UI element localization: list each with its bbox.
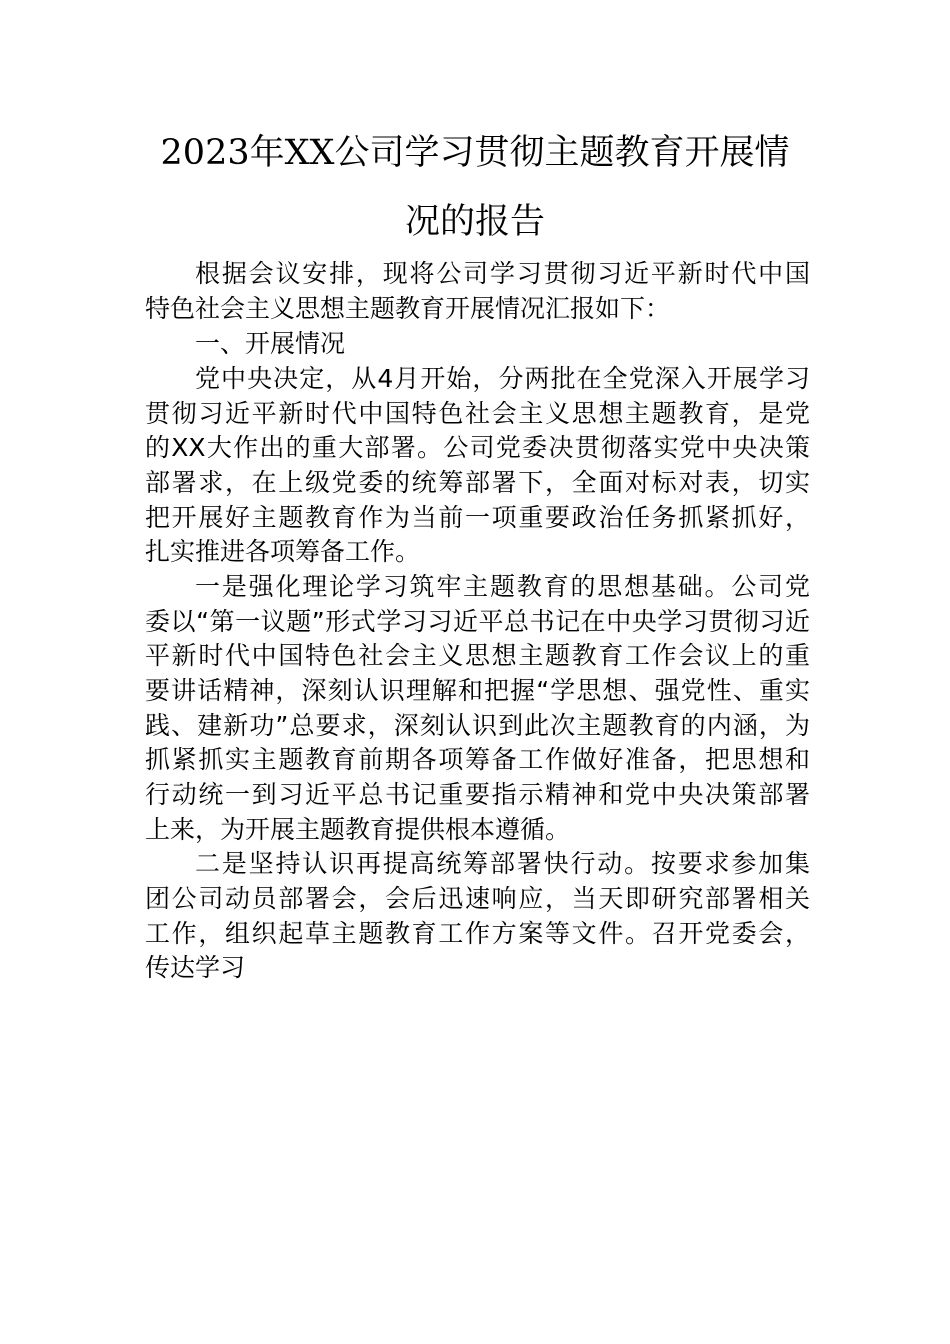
paragraph-line: 上来，为开展主题教育提供根本遵循。: [145, 815, 571, 844]
section-heading: 一、开展情况: [195, 329, 346, 358]
paragraph-line: 二是坚持认识再提高统筹部署快行动。按要求参加集: [195, 849, 810, 878]
paragraph-line: 抓紧抓实主题教育前期各项筹备工作做好准备，把思想和: [145, 745, 810, 774]
paragraph-line: 团公司动员部署会，会后迅速响应，当天即研究部署相关: [145, 884, 810, 913]
paragraph-line: 贯彻习近平新时代中国特色社会主义思想主题教育，是党: [145, 399, 810, 428]
paragraph-line: 委以“第一议题”形式学习习近平总书记在中央学习贯彻习近: [145, 607, 810, 636]
paragraph-line: 的XX大作出的重大部署。公司党委决贯彻落实党中央决策: [145, 433, 810, 462]
paragraph-line: 平新时代中国特色社会主义思想主题教育工作会议上的重: [145, 641, 810, 670]
paragraph-line: 行动统一到习近平总书记重要指示精神和党中央决策部署: [145, 780, 810, 809]
document-title-line-1: 2023年XX公司学习贯彻主题教育开展情: [160, 133, 790, 173]
paragraph-line: 践、建新功”总要求，深刻认识到此次主题教育的内涵，为: [145, 711, 810, 740]
paragraph-line: 党中央决定，从4月开始，分两批在全党深入开展学习: [195, 364, 810, 393]
paragraph-line: 工作，组织起草主题教育工作方案等文件。召开党委会，: [145, 919, 810, 948]
paragraph-line: 要讲话精神，深刻认识理解和把握“学思想、强党性、重实: [145, 676, 810, 705]
paragraph-line: 根据会议安排，现将公司学习贯彻习近平新时代中国: [195, 259, 810, 288]
paragraph-line: 传达学习: [145, 953, 246, 982]
document-title-line-2: 况的报告: [404, 202, 545, 242]
paragraph-line: 把开展好主题教育作为当前一项重要政治任务抓紧抓好，: [145, 503, 810, 532]
paragraph-line: 扎实推进各项筹备工作。: [145, 537, 421, 566]
paragraph-line: 部署求，在上级党委的统筹部署下，全面对标对表，切实: [145, 468, 810, 497]
paragraph-line: 特色社会主义思想主题教育开展情况汇报如下：: [145, 294, 671, 323]
paragraph-line: 一是强化理论学习筑牢主题教育的思想基础。公司党: [195, 572, 810, 601]
